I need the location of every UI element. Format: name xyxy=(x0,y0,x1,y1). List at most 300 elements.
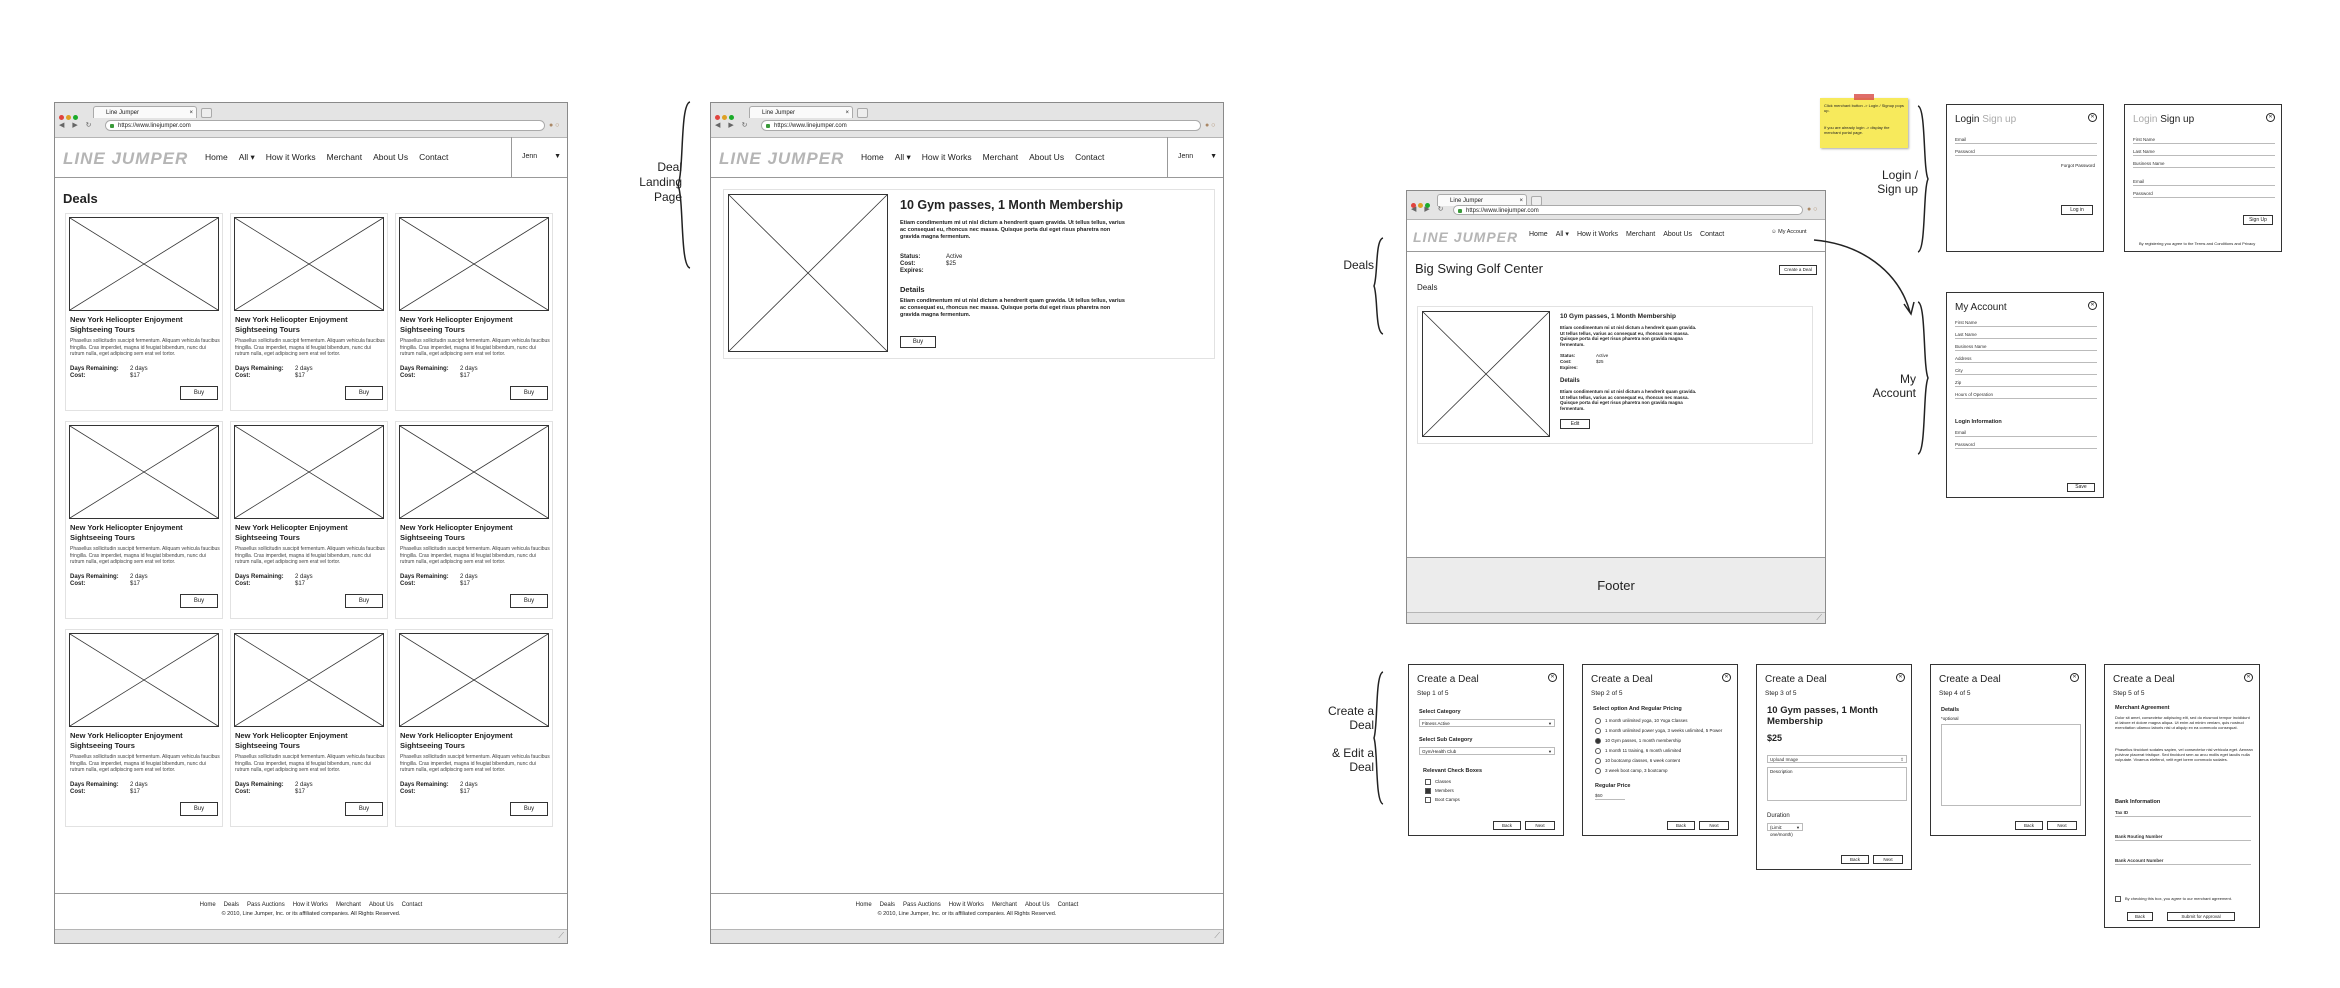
bracket-create xyxy=(1372,670,1386,806)
radio-icon xyxy=(1595,758,1601,764)
cost-value: $17 xyxy=(130,373,141,379)
nav-merchant[interactable]: Merchant xyxy=(1626,231,1656,238)
footer-link[interactable]: How it Works xyxy=(292,902,328,908)
nav-contact[interactable]: Contact xyxy=(1700,231,1725,238)
agree-checkbox[interactable]: By checking this box, you agree to our merchant agreement. xyxy=(2115,895,2232,902)
days-remaining-value: 2 days xyxy=(460,366,478,372)
url-bar[interactable]: https://www.linejumper.com xyxy=(1453,205,1803,215)
deal-card[interactable] xyxy=(65,421,223,619)
checkbox-icon xyxy=(1425,797,1431,803)
cost-label: Cost: xyxy=(70,581,86,587)
days-remaining-value: 2 days xyxy=(295,782,313,788)
create-step-1 xyxy=(1408,664,1564,836)
deal-card-description: Phasellus sollicitudin suscipit fermentum. Aliquam vehicula faucibus fringilla. Cras imperdiet, magna id feugiat bibendum, nunc dui rutrum nulla, eget adipiscing sem erat vel tortor. xyxy=(235,754,385,773)
radio-icon xyxy=(1595,768,1601,774)
cost-value: $17 xyxy=(460,581,471,587)
subcategory-select[interactable]: Gym/Health Club ▼ xyxy=(1419,747,1555,755)
cost-label: Cost: xyxy=(235,789,251,795)
description-field[interactable]: Description xyxy=(1767,767,1907,801)
business-name-field[interactable]: Business Name xyxy=(2133,160,2275,168)
deal-card-title: New York Helicopter Enjoyment Sightseeing Tours xyxy=(235,315,348,334)
deal-image-placeholder xyxy=(728,194,888,352)
expires-label: Expires: xyxy=(900,268,924,274)
site-footer xyxy=(711,893,1223,932)
create-step-5 xyxy=(2104,664,2260,928)
edit-button[interactable]: Edit xyxy=(1560,419,1590,429)
deal-card[interactable] xyxy=(230,213,388,411)
browser-tab[interactable]: Line Jumper × xyxy=(749,106,853,118)
site-logo[interactable]: LINE JUMPER xyxy=(63,149,189,168)
tab-signup[interactable]: Sign up xyxy=(1982,114,2017,125)
footer-link[interactable]: How it Works xyxy=(948,902,984,908)
footer-link[interactable]: Pass Auctions xyxy=(247,902,285,908)
status-label: Status: xyxy=(900,254,921,260)
cost-value: $17 xyxy=(460,789,471,795)
page-title: Deals xyxy=(63,191,98,206)
deal-title: 10 Gym passes, 1 Month Membership xyxy=(1767,705,1878,727)
deal-image-placeholder xyxy=(399,217,549,311)
close-tab-icon[interactable]: × xyxy=(189,110,193,116)
deal-card-description: Phasellus sollicitudin suscipit fermentum. Aliquam vehicula faucibus fringilla. Cras imperdiet, magna id feugiat bibendum, nunc dui rutrum nulla, eget adipiscing sem erat vel tortor. xyxy=(235,546,385,565)
close-icon[interactable]: ✕ xyxy=(1548,673,1557,682)
status-bar xyxy=(1407,612,1825,623)
deal-card-description: Phasellus sollicitudin suscipit fermentum. Aliquam vehicula faucibus fringilla. Cras imperdiet, magna id feugiat bibendum, nunc dui rutrum nulla, eget adipiscing sem erat vel tortor. xyxy=(235,338,385,357)
footer-links xyxy=(55,902,567,908)
duration-field[interactable]: (Limit: one/month) ▼ xyxy=(1767,823,1803,831)
login-tabs xyxy=(1955,114,2016,125)
next-button[interactable]: Next xyxy=(1525,821,1555,830)
days-remaining-label: Days Remaining: xyxy=(400,782,449,788)
password-field[interactable]: Password xyxy=(1955,148,2097,156)
deal-card[interactable] xyxy=(395,213,553,411)
deal-image-placeholder xyxy=(234,217,384,311)
close-icon[interactable]: ✕ xyxy=(2244,673,2253,682)
modal-title: Create a Deal xyxy=(1417,674,1479,685)
regular-price-label: Regular Price xyxy=(1595,783,1631,789)
deal-card-title: New York Helicopter Enjoyment Sightseeing Tours xyxy=(235,731,348,750)
cost-value: $17 xyxy=(295,789,306,795)
deal-description: Etiam condimentum mi ut nisl dictum a hendrerit quam gravida. Ut tellus tellus, varius ac consequat eu, rhoncus nec massa. Quisque porta dui eget risus pharetra non gravida magna fermentum. xyxy=(1560,325,1697,347)
close-icon[interactable]: ✕ xyxy=(1896,673,1905,682)
close-icon[interactable]: ✕ xyxy=(2070,673,2079,682)
category-label: Select Category xyxy=(1419,709,1461,715)
deal-title: 10 Gym passes, 1 Month Membership xyxy=(900,198,1123,212)
hours-field[interactable]: Hours of Operation xyxy=(1955,391,2097,399)
duration-label: Duration xyxy=(1767,813,1790,819)
flow-arrow xyxy=(1810,230,1920,320)
days-remaining-value: 2 days xyxy=(295,366,313,372)
upload-icon: ⇪ xyxy=(1900,757,1904,762)
details-heading: Details xyxy=(1560,378,1580,384)
footer-links xyxy=(711,902,1223,908)
site-logo[interactable]: LINE JUMPER xyxy=(1413,229,1519,245)
cost-value: $25 xyxy=(946,261,957,267)
url-bar[interactable]: https://www.linejumper.com xyxy=(761,120,1201,131)
footer-link[interactable]: Merchant xyxy=(335,902,361,908)
cost-value: $17 xyxy=(460,373,471,379)
option-radio[interactable]: 1 month 11 training, 6 month unlimited xyxy=(1595,747,1681,754)
days-remaining-label: Days Remaining: xyxy=(70,366,119,372)
footer-link[interactable]: About Us xyxy=(368,902,394,908)
close-icon[interactable]: ✕ xyxy=(2266,113,2275,122)
nav-contact[interactable]: Contact xyxy=(1075,152,1105,162)
tab-login[interactable]: Login xyxy=(1955,114,1980,125)
close-icon[interactable]: ✕ xyxy=(1722,673,1731,682)
deal-card-title: New York Helicopter Enjoyment Sightseeing Tours xyxy=(400,731,513,750)
deal-card[interactable] xyxy=(65,213,223,411)
email-field[interactable]: Email xyxy=(1955,136,2097,144)
deal-card-description: Phasellus sollicitudin suscipit fermentum. Aliquam vehicula faucibus fringilla. Cras imperdiet, magna id feugiat bibendum, nunc dui rutrum nulla, eget adipiscing sem erat vel tortor. xyxy=(70,754,220,773)
subcategory-label: Select Sub Category xyxy=(1419,737,1473,743)
buy-button[interactable]: Buy xyxy=(510,802,548,816)
forgot-password-link[interactable]: Forgot Password xyxy=(2060,163,2095,168)
submit-approval-button[interactable]: Submit for Approval xyxy=(2167,912,2235,921)
city-field[interactable]: City xyxy=(1955,367,2097,375)
agreement-text-1: Dolor sit amet, consectetur adipiscing elit, sed do eiusmod tempor incididunt ut labore et dolore magna aliqua. Ut enim ad minim veniam, quis nostrud exercitation ullamco laboris nisi ut aliquip ex ea commodo consequat. xyxy=(2115,715,2250,730)
radio-selected-icon xyxy=(1595,738,1601,744)
deal-image-placeholder xyxy=(234,633,384,727)
checkbox-members[interactable]: Members xyxy=(1425,787,1454,794)
cost-label: Cost: xyxy=(70,789,86,795)
terms-text: By registering you agree to the Terms and Conditions and Privacy xyxy=(2139,241,2256,246)
nav-how[interactable]: How it Works xyxy=(921,152,972,162)
browser-chrome xyxy=(711,103,1223,138)
footer-link[interactable]: Deals xyxy=(879,902,896,908)
lock-icon xyxy=(1458,209,1462,213)
status-value: Active xyxy=(946,254,963,260)
close-icon[interactable]: ✕ xyxy=(2088,113,2097,122)
nav-arrows-icon[interactable]: ◀ ▶ ↻ xyxy=(1411,206,1447,213)
site-header xyxy=(1407,219,1825,252)
browser-tab[interactable]: Line Jumper × xyxy=(1437,194,1527,206)
days-remaining-value: 2 days xyxy=(295,574,313,580)
category-select[interactable]: Fitness Active ▼ xyxy=(1419,719,1555,727)
deal-card[interactable] xyxy=(395,629,553,827)
nav-home[interactable]: Home xyxy=(861,152,884,162)
cost-value: $17 xyxy=(295,581,306,587)
new-tab-icon[interactable] xyxy=(857,108,868,118)
days-remaining-label: Days Remaining: xyxy=(400,574,449,580)
deal-card-description: Phasellus sollicitudin suscipit fermentum. Aliquam vehicula faucibus fringilla. Cras imperdiet, magna id feugiat bibendum, nunc dui rutrum nulla, eget adipiscing sem erat vel tortor. xyxy=(400,338,550,357)
address-field[interactable]: Address xyxy=(1955,355,2097,363)
footer-link[interactable]: Pass Auctions xyxy=(903,902,941,908)
option-radio[interactable]: 10 bootcamp classes, 6 week content xyxy=(1595,757,1680,764)
option-radio[interactable]: 1 month unlimited power yoga, 3 weeks unlimited, 5 Power xyxy=(1595,727,1722,734)
chevron-down-icon: ▼ xyxy=(1210,153,1217,160)
extension-icon[interactable]: ● ○ xyxy=(549,122,560,129)
details-textarea[interactable] xyxy=(1941,724,2081,806)
buy-button[interactable]: Buy xyxy=(510,594,548,608)
bracket-merchant xyxy=(1372,236,1386,336)
status-bar xyxy=(55,929,567,943)
deal-image-placeholder xyxy=(69,633,219,727)
extension-icon[interactable]: ● ○ xyxy=(1205,122,1216,129)
back-button[interactable]: Back xyxy=(1841,855,1869,864)
site-header xyxy=(711,137,1223,178)
footer-label: Footer xyxy=(1597,578,1635,593)
copyright: © 2010, Line Jumper, Inc. or its affiliated companies. All Rights Reserved. xyxy=(221,911,401,917)
user-menu[interactable]: Jenn ▼ xyxy=(1167,137,1224,177)
create-deal-button[interactable]: Create a Deal xyxy=(1779,265,1817,275)
deal-image-placeholder xyxy=(234,425,384,519)
deal-card-description: Phasellus sollicitudin suscipit fermentum. Aliquam vehicula faucibus fringilla. Cras imperdiet, magna id feugiat bibendum, nunc dui rutrum nulla, eget adipiscing sem erat vel tortor. xyxy=(400,546,550,565)
create-step-4 xyxy=(1930,664,2086,836)
regular-price-field[interactable]: $60 xyxy=(1595,792,1625,800)
landing-page-window xyxy=(710,102,1224,944)
days-remaining-value: 2 days xyxy=(130,574,148,580)
nav-home[interactable]: Home xyxy=(205,152,228,162)
cost-label: Cost: xyxy=(1560,359,1572,364)
chevron-down-icon: ▼ xyxy=(554,153,561,160)
deal-card-description: Phasellus sollicitudin suscipit fermentum. Aliquam vehicula faucibus fringilla. Cras imperdiet, magna id feugiat bibendum, nunc dui rutrum nulla, eget adipiscing sem erat vel tortor. xyxy=(400,754,550,773)
buy-button[interactable]: Buy xyxy=(180,386,218,400)
bank-info-heading: Bank Information xyxy=(2115,799,2161,805)
close-tab-icon[interactable]: × xyxy=(1519,198,1523,204)
option-radio[interactable]: 3 week boot camp, 3 bootcamp xyxy=(1595,767,1668,774)
footer-link[interactable]: Contact xyxy=(401,902,423,908)
nav-all[interactable]: All ▾ xyxy=(894,152,911,162)
browser-tab[interactable]: Line Jumper × xyxy=(93,106,197,118)
footer-link[interactable]: Merchant xyxy=(991,902,1017,908)
agreement-heading: Merchant Agreement xyxy=(2115,705,2170,711)
close-icon[interactable]: ✕ xyxy=(2088,301,2097,310)
cost-label: Cost: xyxy=(400,789,416,795)
user-icon: ☺ xyxy=(1771,229,1777,235)
nav-how[interactable]: How it Works xyxy=(265,152,316,162)
nav-about[interactable]: About Us xyxy=(373,152,409,162)
main-nav xyxy=(861,152,1115,163)
account-number-field[interactable]: Bank Account Number xyxy=(2115,857,2251,865)
business-name: Big Swing Golf Center xyxy=(1415,261,1543,276)
days-remaining-label: Days Remaining: xyxy=(400,366,449,372)
deal-description: Etiam condimentum mi ut nisl dictum a hendrerit quam gravida. Ut tellus tellus, varius ac consequat eu, rhoncus nec massa. Quisque porta dui eget risus pharetra non gravida magna fermentum. xyxy=(900,220,1125,240)
option-radio[interactable]: 10 Gym passes, 1 month membership xyxy=(1595,737,1681,744)
days-remaining-label: Days Remaining: xyxy=(235,782,284,788)
zip-field[interactable]: Zip xyxy=(1955,379,2097,387)
deal-card[interactable] xyxy=(230,629,388,827)
deal-image-placeholder xyxy=(399,633,549,727)
bracket-login xyxy=(1916,104,1930,254)
deal-card-title: New York Helicopter Enjoyment Sightseeing Tours xyxy=(400,523,513,542)
resize-grip-icon[interactable]: ⟋ xyxy=(1816,613,1822,622)
deals-page-window xyxy=(54,102,568,944)
create-step-2 xyxy=(1582,664,1738,836)
signup-button[interactable]: Sign Up xyxy=(2243,215,2273,225)
next-button[interactable]: Next xyxy=(1873,855,1903,864)
buy-button[interactable]: Buy xyxy=(180,594,218,608)
save-button[interactable]: Save xyxy=(2067,483,2095,492)
buy-button[interactable]: Buy xyxy=(345,594,383,608)
nav-home[interactable]: Home xyxy=(1529,231,1548,238)
tab-login[interactable]: Login xyxy=(2133,114,2158,125)
cost-label: Cost: xyxy=(900,261,916,267)
deal-title: 10 Gym passes, 1 Month Membership xyxy=(1560,313,1676,320)
login-modal xyxy=(1946,104,2104,252)
url-bar[interactable]: https://www.linejumper.com xyxy=(105,120,545,131)
footer-link[interactable]: Contact xyxy=(1057,902,1079,908)
agreement-text-2: Phasellus tincidunt sodales sapien, vel consectetur nisl vehicula eget. Aenean pulvinar placerat tristique. Sed tincidunt sem ac arcu mollis eget iaculis nulla vulputate. Vivamus eleifend, velit eget lorem commodo sodales. xyxy=(2115,747,2253,762)
footer-link[interactable]: Home xyxy=(199,902,216,908)
nav-arrows-icon[interactable]: ◀ ▶ ↻ xyxy=(715,122,751,129)
cost-label: Cost: xyxy=(235,581,251,587)
tape-icon xyxy=(1854,94,1874,100)
deal-panel xyxy=(723,189,1215,359)
footer-link[interactable]: About Us xyxy=(1024,902,1050,908)
label-create: Create a Deal & Edit a Deal xyxy=(1327,704,1374,774)
nav-merchant[interactable]: Merchant xyxy=(326,152,363,162)
password-field[interactable]: Password xyxy=(2133,190,2275,198)
sticky-line-1: Click merchant button -> Login / Signup pops up. xyxy=(1824,103,1904,113)
copyright: © 2010, Line Jumper, Inc. or its affiliated companies. All Rights Reserved. xyxy=(877,911,1057,917)
my-account-link[interactable]: ☺ My Account xyxy=(1771,229,1807,235)
back-button[interactable]: Back xyxy=(2127,912,2153,921)
bracket-account xyxy=(1916,300,1930,456)
step-indicator: Step 5 of 5 xyxy=(2113,690,2145,697)
buy-button[interactable]: Buy xyxy=(900,336,936,348)
days-remaining-value: 2 days xyxy=(460,782,478,788)
checkbox-checked-icon xyxy=(1425,788,1431,794)
password-field[interactable]: Password xyxy=(1955,441,2097,449)
cost-label: Cost: xyxy=(70,373,86,379)
deal-card[interactable] xyxy=(65,629,223,827)
modal-title: Create a Deal xyxy=(1591,674,1653,685)
last-name-field[interactable]: Last Name xyxy=(2133,148,2275,156)
site-logo[interactable]: LINE JUMPER xyxy=(719,149,845,168)
first-name-field[interactable]: First Name xyxy=(1955,319,2097,327)
sticky-line-2: If you are already login -> display the merchant portal page. xyxy=(1824,125,1890,135)
back-button[interactable]: Back xyxy=(1667,821,1695,830)
details-text: Etiam condimentum mi ut nisl dictum a hendrerit quam gravida. Ut tellus tellus, varius ac consequat eu, rhoncus nec massa. Quisque porta dui eget risus pharetra non gravida magna fermentum. xyxy=(900,298,1125,318)
modal-title: Create a Deal xyxy=(1765,674,1827,685)
status-label: Status: xyxy=(1560,353,1576,358)
step-indicator: Step 1 of 5 xyxy=(1417,690,1449,697)
merchant-window xyxy=(1406,190,1826,624)
resize-grip-icon[interactable]: ⟋ xyxy=(1214,931,1220,940)
signup-tabs xyxy=(2133,114,2194,125)
expires-label: Expires: xyxy=(1560,365,1578,370)
back-button[interactable]: Back xyxy=(1493,821,1521,830)
checkbox-classes[interactable]: Classes xyxy=(1425,778,1451,785)
deal-card-title: New York Helicopter Enjoyment Sightseeing Tours xyxy=(70,523,183,542)
status-bar xyxy=(711,929,1223,943)
browser-chrome xyxy=(55,103,567,138)
deal-card-title: New York Helicopter Enjoyment Sightseeing Tours xyxy=(235,523,348,542)
business-name-field[interactable]: Business Name xyxy=(1955,343,2097,351)
checkbox-bootcamps[interactable]: Boot Camps xyxy=(1425,796,1460,803)
deal-card-description: Phasellus sollicitudin suscipit fermentum. Aliquam vehicula faucibus fringilla. Cras imperdiet, magna id feugiat bibendum, nunc dui rutrum nulla, eget adipiscing sem erat vel tortor. xyxy=(70,338,220,357)
days-remaining-value: 2 days xyxy=(460,574,478,580)
label-landing: Deal Landing Page xyxy=(639,160,682,204)
nav-merchant[interactable]: Merchant xyxy=(982,152,1019,162)
nav-how[interactable]: How it Works xyxy=(1576,231,1619,238)
extension-icon[interactable]: ● ○ xyxy=(1807,206,1818,213)
close-tab-icon[interactable]: × xyxy=(845,110,849,116)
cost-value: $25 xyxy=(1596,359,1604,364)
buy-button[interactable]: Buy xyxy=(345,386,383,400)
email-field[interactable]: Email xyxy=(1955,429,2097,437)
option-heading: Select option And Regular Pricing xyxy=(1593,706,1682,712)
cost-label: Cost: xyxy=(235,373,251,379)
details-heading: Details xyxy=(900,285,925,294)
label-login: Login / Sign up xyxy=(1877,168,1918,196)
buy-button[interactable]: Buy xyxy=(180,802,218,816)
next-button[interactable]: Next xyxy=(2047,821,2077,830)
buy-button[interactable]: Buy xyxy=(345,802,383,816)
user-menu[interactable]: Jenn ▼ xyxy=(511,137,568,177)
sticky-note xyxy=(1820,98,1908,148)
nav-all[interactable]: All ▾ xyxy=(238,152,255,162)
login-info-heading: Login Information xyxy=(1955,419,2002,425)
routing-number-field[interactable]: Bank Routing Number xyxy=(2115,833,2251,841)
days-remaining-label: Days Remaining: xyxy=(70,782,119,788)
deal-card[interactable] xyxy=(230,421,388,619)
bracket-landing xyxy=(676,100,694,270)
site-header xyxy=(55,137,567,178)
first-name-field[interactable]: First Name xyxy=(2133,136,2275,144)
email-field[interactable]: Email xyxy=(2133,178,2275,186)
nav-about[interactable]: About Us xyxy=(1029,152,1065,162)
optional-note: *optional xyxy=(1941,716,1959,721)
last-name-field[interactable]: Last Name xyxy=(1955,331,2097,339)
nav-about[interactable]: About Us xyxy=(1663,231,1693,238)
new-tab-icon[interactable] xyxy=(201,108,212,118)
days-remaining-label: Days Remaining: xyxy=(70,574,119,580)
step-indicator: Step 2 of 5 xyxy=(1591,690,1623,697)
radio-icon xyxy=(1595,748,1601,754)
cost-label: Cost: xyxy=(400,581,416,587)
relevant-checks-label: Relevant Check Boxes xyxy=(1423,768,1482,774)
account-modal xyxy=(1946,292,2104,498)
status-value: Active xyxy=(1596,353,1609,358)
create-step-3 xyxy=(1756,664,1912,870)
step-indicator: Step 3 of 5 xyxy=(1765,690,1797,697)
tab-signup[interactable]: Sign up xyxy=(2160,114,2195,125)
lock-icon xyxy=(110,124,114,128)
deal-image-placeholder xyxy=(69,217,219,311)
option-radio[interactable]: 1 month unlimited yoga, 10 Yoga Classes xyxy=(1595,717,1688,724)
tax-id-field[interactable]: Tax ID xyxy=(2115,809,2251,817)
site-footer xyxy=(55,893,567,932)
footer-link[interactable]: Deals xyxy=(223,902,240,908)
account-title: My Account xyxy=(1955,302,2007,313)
footer-link[interactable]: Home xyxy=(855,902,872,908)
cost-value: $17 xyxy=(295,373,306,379)
deal-card[interactable] xyxy=(395,421,553,619)
cost-value: $17 xyxy=(130,789,141,795)
radio-icon xyxy=(1595,728,1601,734)
days-remaining-value: 2 days xyxy=(130,366,148,372)
deal-card-title: New York Helicopter Enjoyment Sightseeing Tours xyxy=(70,731,183,750)
next-button[interactable]: Next xyxy=(1699,821,1729,830)
nav-all[interactable]: All ▾ xyxy=(1555,231,1569,238)
checkbox-icon xyxy=(1425,779,1431,785)
main-nav xyxy=(205,152,459,163)
label-account: My Account xyxy=(1872,372,1916,400)
deal-card-title: New York Helicopter Enjoyment Sightseeing Tours xyxy=(70,315,183,334)
upload-image-field[interactable]: Upload Image ⇪ xyxy=(1767,755,1907,763)
deal-card-description: Phasellus sollicitudin suscipit fermentum. Aliquam vehicula faucibus fringilla. Cras imperdiet, magna id feugiat bibendum, nunc dui rutrum nulla, eget adipiscing sem erat vel tortor. xyxy=(70,546,220,565)
label-merchant-deals: Deals xyxy=(1343,258,1374,272)
buy-button[interactable]: Buy xyxy=(510,386,548,400)
deal-card-title: New York Helicopter Enjoyment Sightseeing Tours xyxy=(400,315,513,334)
login-button[interactable]: Log in xyxy=(2061,205,2093,215)
nav-arrows-icon[interactable]: ◀ ▶ ↻ xyxy=(59,122,95,129)
deal-price: $25 xyxy=(1767,733,1783,743)
resize-grip-icon[interactable]: ⟋ xyxy=(558,931,564,940)
nav-contact[interactable]: Contact xyxy=(419,152,449,162)
back-button[interactable]: Back xyxy=(2015,821,2043,830)
checkbox-icon xyxy=(2115,896,2121,902)
